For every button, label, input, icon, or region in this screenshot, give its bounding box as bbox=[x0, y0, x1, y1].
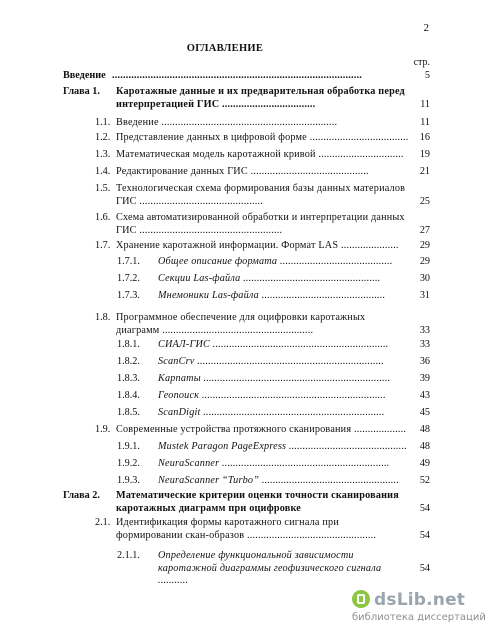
toc-entry-page: 31 bbox=[419, 290, 430, 301]
toc-entry-number: 1.9.1. bbox=[117, 441, 140, 452]
toc-entry-number: 1.2. bbox=[95, 132, 111, 143]
toc-entry-title: Редактирование данных ГИС ........................................... bbox=[116, 166, 369, 177]
page-column-label: стр. bbox=[413, 57, 430, 68]
dslib-logo-icon bbox=[352, 590, 370, 608]
toc-entry-page: 30 bbox=[419, 273, 430, 284]
toc-entry-number: 1.5. bbox=[95, 183, 111, 194]
toc-entry-number: 1.3. bbox=[95, 149, 111, 160]
toc-entry-title: Хранение каротажной информации. Формат LAS ..................... bbox=[116, 240, 399, 251]
toc-entry-title: ScanDigit .................................................................. bbox=[158, 407, 385, 418]
toc-entry-title: Секции Las-файла .................................................. bbox=[158, 273, 381, 284]
toc-entry-page: 29 bbox=[419, 240, 430, 251]
toc-entry-number: Введение bbox=[63, 70, 106, 81]
toc-entry-number: 1.6. bbox=[95, 212, 111, 223]
toc-entry-title: Математические критерии оценки точности сканирования каротажных диаграмм при оцифровке bbox=[116, 490, 399, 514]
toc-entry-page: 54 bbox=[419, 562, 430, 574]
toc-entry-number: Глава 2. bbox=[63, 490, 100, 501]
toc-entry-page: 27 bbox=[419, 224, 430, 236]
watermark-brand: dsLib.net bbox=[374, 590, 466, 610]
toc-entry-title: Общее описание формата ......................................... bbox=[158, 256, 393, 267]
toc-entry-number: 2.1. bbox=[95, 517, 111, 528]
toc-entry-page: 21 bbox=[419, 166, 430, 177]
toc-entry-title: Mustek Paragon PageExpress ........................................... bbox=[158, 441, 408, 452]
toc-entry-title: ScanCrv .................................................................... bbox=[158, 356, 385, 367]
toc-entry-number: 1.7.2. bbox=[117, 273, 140, 284]
toc-entry-number: 1.8. bbox=[95, 312, 111, 323]
toc-entry-page: 25 bbox=[419, 195, 430, 207]
toc-entry-title: Введение ................................................................ bbox=[116, 117, 338, 128]
toc-entry-title: Математическая модель каротажной кривой ............................... bbox=[116, 149, 404, 160]
toc-entry-page: 39 bbox=[419, 373, 430, 384]
toc-entry-page: 43 bbox=[419, 390, 430, 401]
toc-entry-page: 19 bbox=[419, 149, 430, 160]
toc-entry-title: NeuraScanner “Turbo” .................................................. bbox=[158, 475, 400, 486]
toc-entry-number: 2.1.1. bbox=[117, 550, 140, 561]
toc-entry-number: 1.4. bbox=[95, 166, 111, 177]
toc-entry-page: 29 bbox=[419, 256, 430, 267]
toc-entry-title: Карпаты .................................................................... bbox=[158, 373, 391, 384]
toc-entry-title: Геопоиск ................................................................... bbox=[158, 390, 386, 401]
toc-entry-number: Глава 1. bbox=[63, 86, 100, 97]
toc-entry-page: 33 bbox=[419, 339, 430, 350]
page-title: ОГЛАВЛЕНИЕ bbox=[186, 43, 264, 54]
toc-entry-page: 52 bbox=[419, 475, 430, 486]
watermark bbox=[352, 590, 486, 634]
toc-entry-title: Определение функциональной зависимости каротажной диаграммы геофизического сигнала ........... bbox=[158, 550, 382, 586]
toc-entry-number: 1.9.2. bbox=[117, 458, 140, 469]
toc-entry-number: 1.7.1. bbox=[117, 256, 140, 267]
toc-entry-page: 16 bbox=[419, 132, 430, 143]
toc-entry-page: 11 bbox=[420, 117, 430, 128]
toc-entry-title: Каротажные данные и их предварительная обработка перед интерпретацией ГИС .................................. bbox=[116, 86, 405, 110]
toc-entry-number: 1.1. bbox=[95, 117, 111, 128]
toc-entry-page: 48 bbox=[419, 424, 430, 435]
toc-entry-title: Технологическая схема формирования базы данных материалов ГИС ............................................. bbox=[116, 183, 406, 207]
toc-entry-number: 1.7. bbox=[95, 240, 111, 251]
toc-entry-title: Современные устройства протяжного сканирования ................... bbox=[116, 424, 407, 435]
toc-entry-page: 49 bbox=[419, 458, 430, 469]
toc-entry-page: 48 bbox=[419, 441, 430, 452]
toc-entry-title: Мнемоники Las-файла ............................................. bbox=[158, 290, 386, 301]
page-number: 2 bbox=[423, 22, 429, 34]
toc-entry-page: 11 bbox=[420, 98, 430, 110]
watermark-subtitle: библиотека диссертаций bbox=[352, 612, 486, 623]
toc-entry-page: 45 bbox=[419, 407, 430, 418]
toc-entry-title: ........................................................................................... bbox=[112, 70, 362, 81]
toc-entry-number: 1.8.2. bbox=[117, 356, 140, 367]
toc-entry-title: Программное обеспечение для оцифровки каротажных диаграмм ....................................................... bbox=[116, 312, 366, 336]
toc-entry-title: Схема автоматизированной обработки и интерпретации данных ГИС .................................................... bbox=[116, 212, 405, 236]
toc-entry-number: 1.9.3. bbox=[117, 475, 140, 486]
toc-entry-number: 1.9. bbox=[95, 424, 111, 435]
toc-entry-page: 54 bbox=[419, 502, 430, 514]
toc-entry-page: 36 bbox=[419, 356, 430, 367]
toc-entry-title: Идентификация формы каротажного сигнала при формировании скан-образов ............................................... bbox=[116, 517, 377, 541]
toc-entry-page: 33 bbox=[419, 324, 430, 336]
toc-entry-number: 1.8.5. bbox=[117, 407, 140, 418]
toc-entry-number: 1.7.3. bbox=[117, 290, 140, 301]
toc-entry-page: 5 bbox=[424, 70, 430, 81]
toc-entry-number: 1.8.1. bbox=[117, 339, 140, 350]
toc-entry-title: Представление данных в цифровой форме .................................... bbox=[116, 132, 409, 143]
toc-entry-title: NeuraScanner ............................................................. bbox=[158, 458, 390, 469]
toc-entry-page: 54 bbox=[419, 529, 430, 541]
toc-entry-number: 1.8.4. bbox=[117, 390, 140, 401]
toc-entry-title: СИАЛ-ГИС ................................................................ bbox=[158, 339, 389, 350]
toc-entry-number: 1.8.3. bbox=[117, 373, 140, 384]
